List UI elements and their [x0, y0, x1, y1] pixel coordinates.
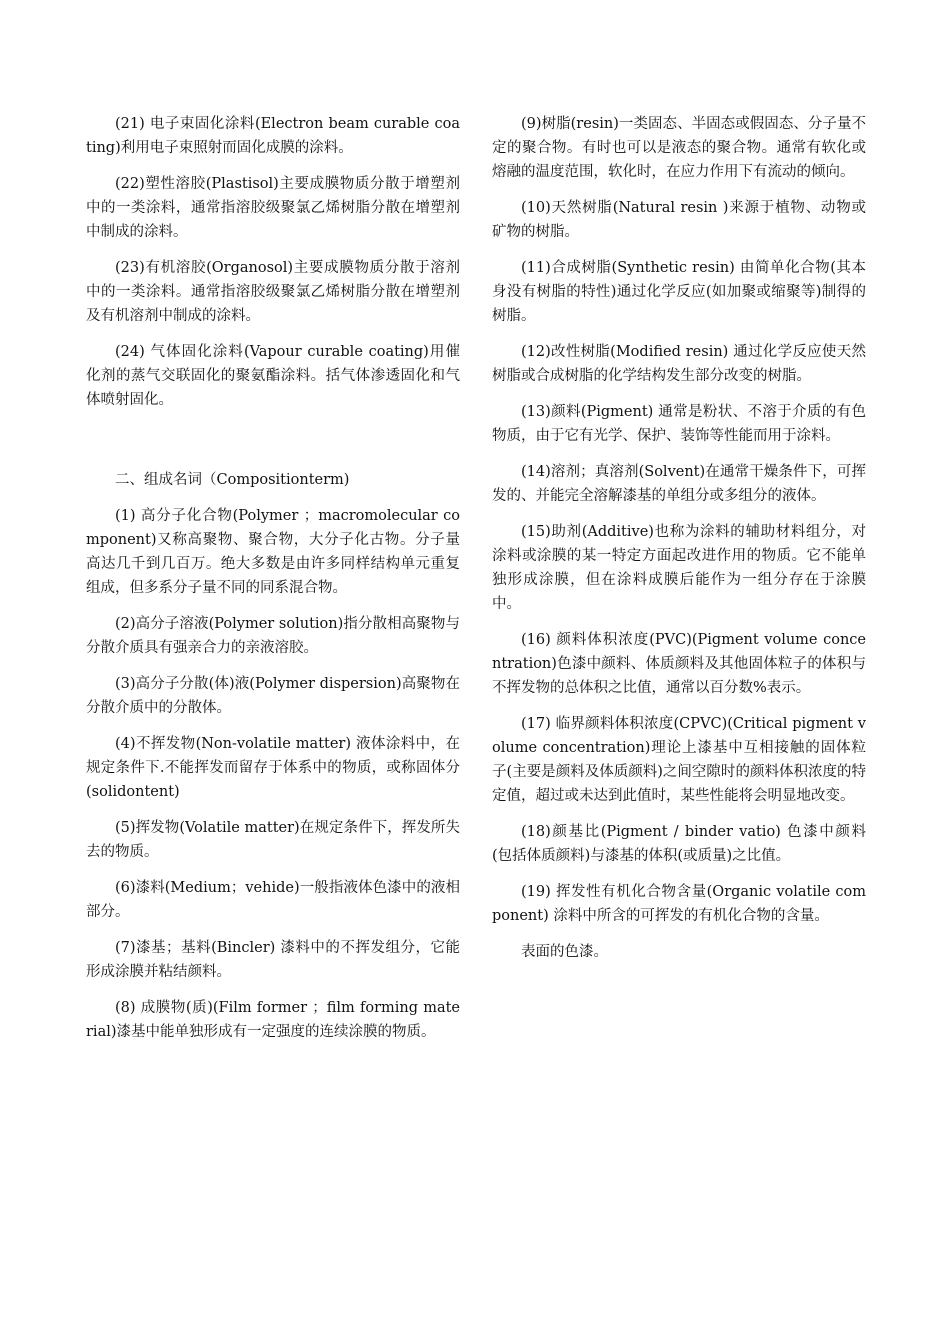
paragraph-12: (12)改性树脂(Modified resin) 通过化学反应使天然树脂或合成树脂的化学结构发生部分改变的树脂。 — [492, 344, 866, 384]
paragraph-16: (16) 颜料体积浓度(PVC)(Pigment volume concentration)色漆中颜料、体质颜料及其他固体粒子的体积与不挥发物的总体积之比值，通常以百分数%表示。 — [492, 632, 866, 696]
paragraph-5: (5)挥发物(Volatile matter)在规定条件下，挥发所失去的物质。 — [86, 820, 460, 860]
section-spacer — [86, 424, 460, 468]
left-column — [86, 112, 460, 1056]
paragraph-7: (7)漆基；基料(Bincler) 漆料中的不挥发组分，它能形成涂膜并粘结颜料。 — [86, 940, 460, 980]
paragraph-21: (21) 电子束固化涂料(Electron beam curable coating)利用电子束照射而固化成膜的涂料。 — [86, 116, 460, 156]
paragraph-22: (22)塑性溶胶(Plastisol)主要成膜物质分散于增塑剂中的一类涂料，通常指溶胶级聚氯乙烯树脂分散在增塑剂中制成的涂料。 — [86, 176, 460, 240]
paragraph-15: (15)助剂(Additive)也称为涂料的辅助材料组分，对涂料或涂膜的某一特定方面起改进作用的物质。它不能单独形成涂膜，但在涂料成膜后能作为一组分存在于涂膜中。 — [492, 524, 866, 612]
paragraph-10: (10)天然树脂(Natural resin )来源于植物、动物或矿物的树脂。 — [492, 200, 866, 240]
paragraph-18: (18)颜基比(Pigment / binder vatio) 色漆中颜料(包括体质颜料)与漆基的体积(或质量)之比值。 — [492, 824, 866, 864]
paragraph-11: (11)合成树脂(Synthetic resin) 由简单化合物(其本身没有树脂的特性)通过化学反应(如加聚或缩聚等)制得的树脂。 — [492, 260, 866, 324]
paragraph-17: (17) 临界颜料体积浓度(CPVC)(Critical pigment volume concentration)理论上漆基中互相接触的固体粒子(主要是颜料及体质颜料)之间空隙时的颜料体积浓度的特定值，超过或未达到此值时，某些性能将会明显地改变。 — [492, 716, 866, 804]
paragraph-3: (3)高分子分散(体)液(Polymer dispersion)高聚物在分散介质中的分散体。 — [86, 676, 460, 716]
paragraph-2: (2)高分子溶液(Polymer solution)指分散相高聚物与分散介质具有强亲合力的亲液溶胶。 — [86, 616, 460, 656]
paragraph-13: (13)颜料(Pigment) 通常是粉状、不溶于介质的有色物质，由于它有光学、保护、装饰等性能而用于涂料。 — [492, 404, 866, 444]
paragraph-1: (1) 高分子化合物(Polymer ；macromolecular component)又称高聚物、聚合物，大分子化古物。分子量高达几千到几百万。绝大多数是由许多同样结构单元重复组成，但多系分子量不同的同系混合物。 — [86, 508, 460, 596]
paragraph-8: (8) 成膜物(质)(Film former ；film forming material)漆基中能单独形成有一定强度的连续涂膜的物质。 — [86, 1000, 460, 1040]
paragraph-9: (9)树脂(resin)一类固态、半固态或假固态、分子量不定的聚合物。有时也可以是液态的聚合物。通常有软化或熔融的温度范围，软化时，在应力作用下有流动的倾向。 — [492, 116, 866, 180]
paragraph-23: (23)有机溶胶(Organosol)主要成膜物质分散于溶剂中的一类涂料。通常指溶胶级聚氯乙烯树脂分散在增塑剂及有机溶剂中制成的涂料。 — [86, 260, 460, 324]
paragraph-19: (19) 挥发性有机化合物含量(Organic volatile component) 涂料中所含的可挥发的有机化合物的含量。 — [492, 884, 866, 924]
section-heading: 二、组成名词（Compositionterm) — [115, 472, 350, 488]
paragraph-24: (24) 气体固化涂料(Vapour curable coating)用催化剂的蒸气交联固化的聚氨酯涂料。括气体渗透固化和气体喷射固化。 — [86, 344, 460, 408]
paragraph-6: (6)漆料(Medium；vehide)一般指液体色漆中的液相部分。 — [86, 880, 460, 920]
paragraph-4: (4)不挥发物(Non-volatile matter) 液体涂料中，在规定条件下.不能挥发而留存于体系中的物质，或称固体分(solidontent) — [86, 736, 460, 800]
right-column — [492, 112, 866, 976]
paragraph-fragment: 表面的色漆。 — [521, 944, 608, 960]
paragraph-14: (14)溶剂；真溶剂(Solvent)在通常干燥条件下，可挥发的、并能完全溶解漆基的单组分或多组分的液体。 — [492, 464, 866, 504]
